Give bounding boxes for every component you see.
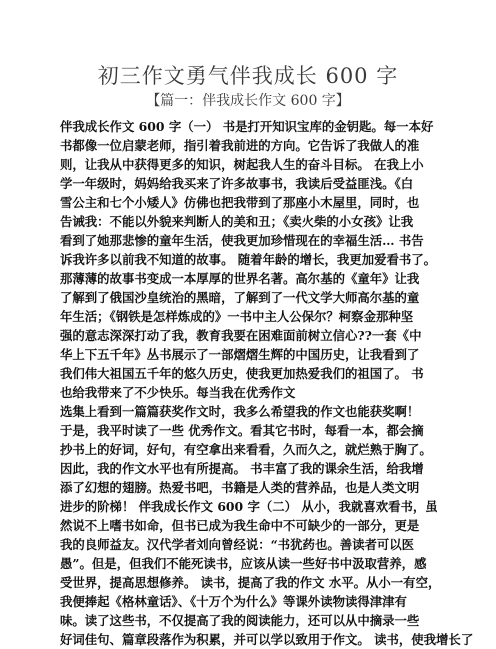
page-title: 初三作文勇气伴我成长 600 字 [97, 64, 399, 88]
body-text-line: 华上下五千年》丛书展示了一部熠熠生辉的中国历史，让我看到了 [60, 347, 420, 362]
body-text-line: 然说不上嗜书如命，但书已成为我生命中不可缺少的一部分，更是 [60, 518, 420, 533]
body-text-line: 那薄薄的故事书变成一本厚厚的世界名著。高尔基的《童年》让我 [60, 271, 420, 286]
body-text-line: 年生活；《钢铁是怎样炼成的》一书中主人公保尔？柯察金那种坚 [60, 309, 414, 324]
body-text-line: 雪公主和七个小矮人》仿佛也把我带到了那座小木屋里，同时，也 [60, 195, 420, 210]
article-body [60, 117, 490, 649]
body-text-line: 我的良师益友。汉代学者刘向曾经说：“书犹药也。善读者可以医 [60, 537, 415, 552]
body-text-line: 强的意志深深打动了我，教育我要在困难面前树立信心??一套《中 [60, 328, 422, 343]
body-text-line: 于是，我平时读了一些 优秀作文。看其它书时，每看一本，都会摘 [60, 423, 424, 438]
body-text-line: 伴我成长作文 600 字（一） 书是打开知识宝库的金钥匙。每一本好 [60, 119, 434, 134]
body-text-line: 添了幻想的翅膀。热爱书吧，书籍是人类的营养品，也是人类文明 [60, 480, 420, 495]
body-text-line: 看到了她那悲惨的童年生活，使我更加珍惜现在的幸福生活… 书告 [60, 233, 424, 248]
section-heading: 【篇一：伴我成长作文 600 字】 [146, 93, 350, 109]
body-text-line: 抄书上的好词，好句，有空拿出来看看，久而久之，就烂熟于胸了。 [60, 442, 432, 457]
body-text-line: 诉我许多以前我不知道的故事。 随着年龄的增长，我更加爱看书了。 [60, 252, 437, 267]
body-text-line: 了解到了俄国沙皇统治的黑暗，了解到了一代文学大师高尔基的童 [60, 290, 420, 305]
body-text-line: 我便捧起《格林童话》、《十万个为什么》等课外读物读得津津有 [60, 594, 407, 609]
body-text-line: 好词佳句、篇章段落作为积累，并可以学以致用于作文。 读书，使我增长了 [60, 632, 474, 647]
body-text-line: 我们伟大祖国五千年的悠久历史，使我更加热爱我们的祖国了。 书 [60, 366, 424, 381]
body-text-line: 书都像一位启蒙老师，指引着我前进的方向。它告诉了我做人的准 [60, 138, 420, 153]
body-text-line: 学一年级时，妈妈给我买来了许多故事书，我读后受益匪浅。《白 [60, 176, 414, 191]
body-text-line: 愚”。但是，但我们不能死读书，应该从读一些好书中汲取营养，感 [60, 556, 427, 571]
body-text-line: 也给我带来了不少快乐。每当我在优秀作文 [60, 385, 296, 400]
body-text-line: 因此，我的作文水平也有所提高。 书丰富了我的课余生活，给我增 [60, 461, 424, 476]
body-text-line: 进步的阶梯！ 伴我成长作文 600 字（二） 从小，我就喜欢看书，虽 [60, 499, 438, 514]
body-text-line: 选集上看到一篇篇获奖作文时，我多么希望我的作文也能获奖啊！ [60, 404, 420, 419]
body-text-line: 则，让我从中获得更多的知识，树起我人生的奋斗目标。 在我上小 [60, 157, 424, 172]
body-text-line: 告诫我：不能以外貌来判断人的美和丑；《卖火柴的小女孩》让我 [60, 214, 414, 229]
body-text-line: 受世界，提高思想修养。 读书，提高了我的作文 水平。从小一有空， [60, 575, 441, 590]
body-text-line: 味。读了这些书，不仅提高了我的阅读能力，还可以从中摘录一些 [60, 613, 420, 628]
